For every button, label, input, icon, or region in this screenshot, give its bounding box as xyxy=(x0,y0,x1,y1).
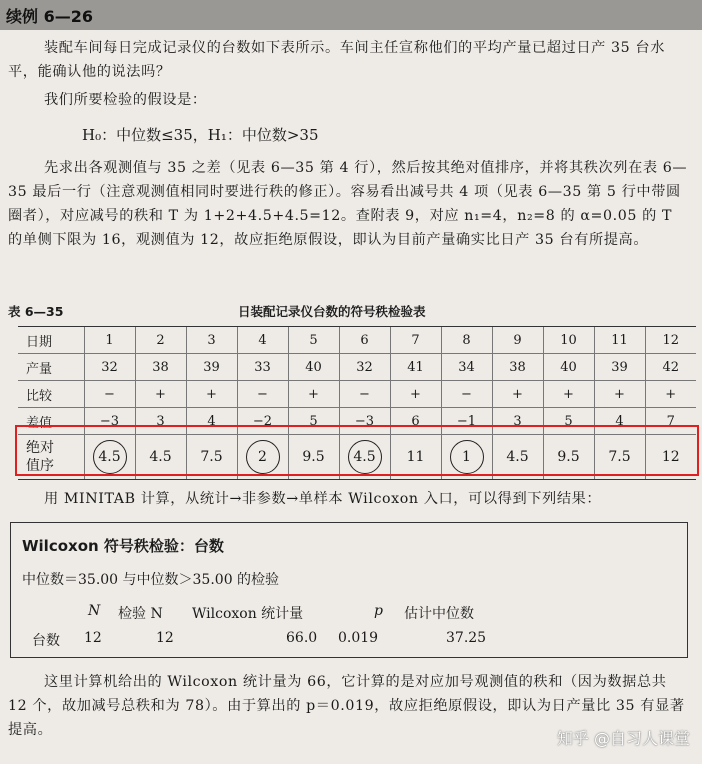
rank-cell xyxy=(492,435,543,480)
header-bar xyxy=(0,0,702,30)
table-cell: 40 xyxy=(543,354,594,381)
table-cell: + xyxy=(645,381,696,408)
label-line: 绝对 xyxy=(26,440,54,456)
row-test-n: 12 xyxy=(156,630,174,646)
label-line: 值序 xyxy=(26,458,54,474)
table-cell: 41 xyxy=(390,354,441,381)
table-cell: 12 xyxy=(645,327,696,354)
rank-cell xyxy=(441,435,492,480)
row-label-abs-rank xyxy=(18,435,84,480)
circled-rank: 2 xyxy=(246,440,280,474)
table-cell: 7 xyxy=(390,327,441,354)
table-row-abs-rank xyxy=(18,435,696,480)
rank-cell xyxy=(135,435,186,480)
watermark: 知乎 @自习人课堂 xyxy=(556,729,690,748)
row-label: 日期 xyxy=(18,327,84,354)
table-cell: 10 xyxy=(543,327,594,354)
hypothesis-line: H₀：中位数≤35，H₁：中位数>35 xyxy=(82,126,319,144)
table-cell: + xyxy=(288,381,339,408)
table-number: 表 6—35 xyxy=(8,304,64,319)
table-cell: + xyxy=(492,381,543,408)
table-cell: 33 xyxy=(237,354,288,381)
rank-value: 4.5 xyxy=(149,449,172,465)
circled-rank: 4.5 xyxy=(348,440,382,474)
table-title: 日装配记录仪台数的符号秩检验表 xyxy=(238,304,426,319)
table-cell: 38 xyxy=(492,354,543,381)
table-cell: 3 xyxy=(492,408,543,435)
rank-value: 7.5 xyxy=(200,449,223,465)
table-cell: 4 xyxy=(594,408,645,435)
minitab-test-line: 中位数＝35.00 与中位数＞35.00 的检验 xyxy=(22,572,280,588)
table-row xyxy=(18,381,696,408)
circled-rank: 4.5 xyxy=(93,440,127,474)
table-cell: − xyxy=(339,381,390,408)
row-label: 差值 xyxy=(18,408,84,435)
table-cell: + xyxy=(390,381,441,408)
table-cell: − xyxy=(84,381,135,408)
table-cell: + xyxy=(543,381,594,408)
row-wilcoxon: 66.0 xyxy=(286,630,318,646)
table-cell: −3 xyxy=(339,408,390,435)
row-label: 产量 xyxy=(18,354,84,381)
table-cell: −2 xyxy=(237,408,288,435)
rank-cell xyxy=(594,435,645,480)
table-cell: + xyxy=(135,381,186,408)
col-header-p: p xyxy=(374,603,383,619)
rank-cell xyxy=(390,435,441,480)
rank-cell xyxy=(543,435,594,480)
example-title: 续例 6—26 xyxy=(6,7,93,26)
intro-paragraph-2: 我们所要检验的假设是： xyxy=(44,92,207,108)
table-cell: − xyxy=(237,381,288,408)
table-cell: 9 xyxy=(492,327,543,354)
rank-table xyxy=(18,326,696,480)
rank-value: 12 xyxy=(661,449,680,465)
rank-cell xyxy=(237,435,288,480)
table-cell: 5 xyxy=(288,327,339,354)
table-cell: 6 xyxy=(339,327,390,354)
table-cell: 40 xyxy=(288,354,339,381)
table-cell: 6 xyxy=(390,408,441,435)
col-header-test-n: 检验 N xyxy=(118,606,163,622)
table-cell: + xyxy=(186,381,237,408)
table-cell: −3 xyxy=(84,408,135,435)
table-row xyxy=(18,327,696,354)
minitab-title: Wilcoxon 符号秩检验：台数 xyxy=(22,537,224,555)
table-cell: + xyxy=(594,381,645,408)
row-median: 37.25 xyxy=(446,630,487,646)
table-cell: 4 xyxy=(237,327,288,354)
table-cell: 32 xyxy=(84,354,135,381)
col-header-wilcoxon: Wilcoxon 统计量 xyxy=(192,606,304,622)
table-cell: 1 xyxy=(84,327,135,354)
row-label: 比较 xyxy=(18,381,84,408)
rank-cell xyxy=(84,435,135,480)
table-cell: 3 xyxy=(135,408,186,435)
rank-cell xyxy=(339,435,390,480)
rank-value: 7.5 xyxy=(608,449,631,465)
rank-value: 4.5 xyxy=(506,449,529,465)
table-cell: 11 xyxy=(594,327,645,354)
table-row xyxy=(18,408,696,435)
table-cell: 2 xyxy=(135,327,186,354)
col-header-median: 估计中位数 xyxy=(404,606,474,622)
intro-paragraph-3: 先求出各观测值与 35 之差（见表 6—35 第 4 行），然后按其绝对值排序，并将其秩次列在表 6—35 最后一行（注意观测值相同时要进行秩的修正）。容易看出减号共 4 项（见表 6—35 第 5 行中带圆圈者），对应减号的秩和 T 为 1+2+4.5+4.5=12。查附表 9，对应 n₁=4，n₂=8 的 α=0.05 的 T 的单侧下限为 16，观测值为 12，故应拒绝原假设，即认为目前产量确实比日产 35 台有所提高。 xyxy=(8,160,688,248)
conclusion-paragraph: 这里计算机给出的 Wilcoxon 统计量为 66，它计算的是对应加号观测值的秩和（因为数据总共 12 个，故加减号总秩和为 78）。由于算出的 p＝0.019，故应拒绝原假设，即认为日产量比 35 有显著提高。 xyxy=(8,674,685,738)
table-cell: 7 xyxy=(645,408,696,435)
table-cell: 5 xyxy=(543,408,594,435)
rank-value: 9.5 xyxy=(302,449,325,465)
table-cell: 32 xyxy=(339,354,390,381)
rank-cell xyxy=(186,435,237,480)
table-cell: 4 xyxy=(186,408,237,435)
table-cell: 39 xyxy=(186,354,237,381)
rank-value: 11 xyxy=(406,449,425,465)
table-cell: 8 xyxy=(441,327,492,354)
table-cell: 39 xyxy=(594,354,645,381)
table-cell: 34 xyxy=(441,354,492,381)
table-row xyxy=(18,354,696,381)
table-cell: 5 xyxy=(288,408,339,435)
rank-cell xyxy=(645,435,696,480)
intro-paragraph-1: 装配车间每日完成记录仪的台数如下表所示。车间主任宣称他们的平均产量已超过日产 35 台水平，能确认他的说法吗？ xyxy=(8,40,665,80)
rank-cell xyxy=(288,435,339,480)
minitab-intro: 用 MINITAB 计算，从统计→非参数→单样本 Wilcoxon 入口，可以得到下列结果： xyxy=(44,491,602,507)
row-p: 0.019 xyxy=(338,630,379,646)
table-cell: −1 xyxy=(441,408,492,435)
row-n: 12 xyxy=(84,630,102,646)
table-cell: − xyxy=(441,381,492,408)
col-header-n: N xyxy=(88,603,101,619)
table-cell: 42 xyxy=(645,354,696,381)
table-cell: 38 xyxy=(135,354,186,381)
table-cell: 3 xyxy=(186,327,237,354)
circled-rank: 1 xyxy=(450,440,484,474)
row-label: 台数 xyxy=(32,633,60,649)
rank-value: 9.5 xyxy=(557,449,580,465)
